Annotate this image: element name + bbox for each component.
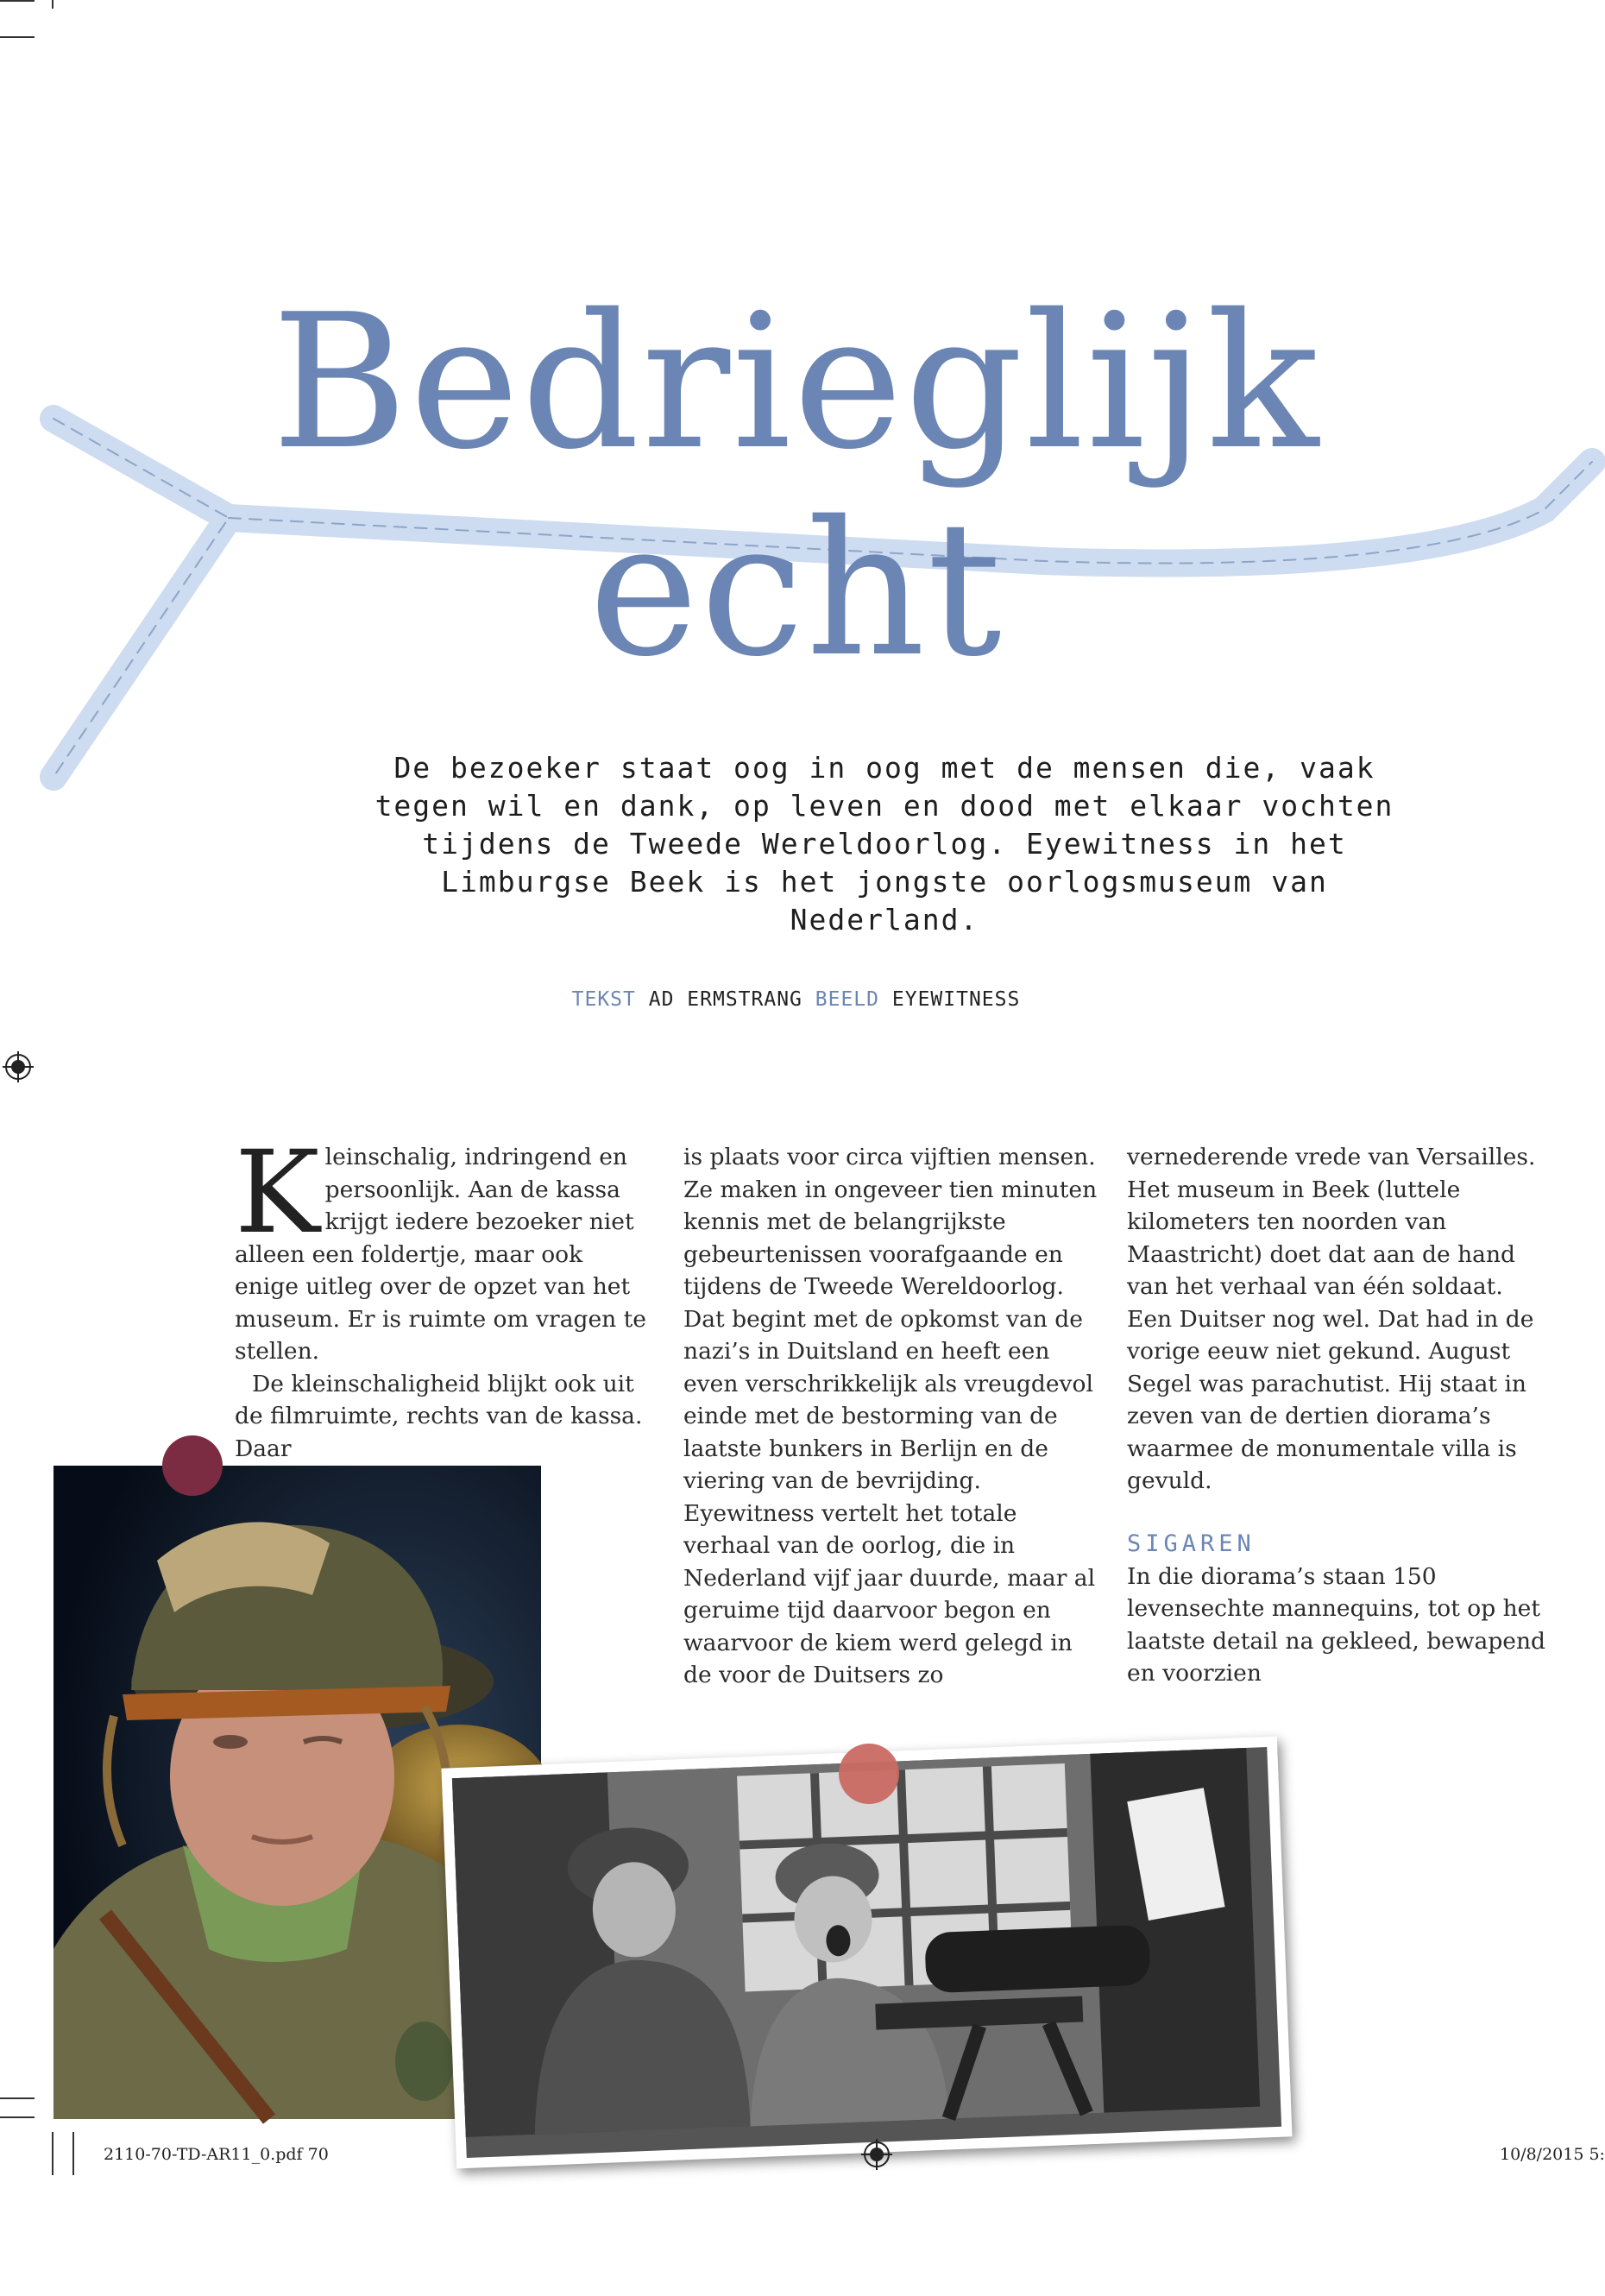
crop-mark	[0, 2097, 35, 2099]
photo-pin-light	[839, 1744, 899, 1804]
paragraph: Eyewitness vertelt het totale verhaal van de oorlog, die in Nederland vijf jaar duurde, maar al geruime tijd daarvoor begon en waarvoor de kiem werd gelegd in de voor de Duitsers zo	[683, 1499, 1096, 1688]
article-credits	[0, 988, 1592, 1011]
text-column-1	[235, 1126, 647, 1465]
registration-mark	[3, 1051, 34, 1082]
article-lede: De bezoeker staat oog in oog met de mensen die, vaak tegen wil en dank, op leven en dood met elkaar vochten tijdens de Tweede Wereldoorlog. Eyewitness in het Limburgse Beek is het jongste oorlogsmuseum van Nederland.	[374, 751, 1394, 937]
credit-text-label: TEKST	[571, 988, 636, 1011]
photo-pin-dark	[162, 1435, 223, 1496]
subheading: SIGAREN	[1127, 1530, 1256, 1557]
paragraph: vernederende vrede van Versailles. Het museum in Beek (luttele kilometers ten noorden van Maastricht) doet dat aan de hand van het verhaal van één soldaat. Een Duitser nog wel. Dat had in de vorige eeuw niet gekund. August Segel was parachutist. Hij staat in zeven van de dertien diorama’s waarmee de monumentale villa is gevuld.	[1127, 1144, 1536, 1494]
credit-image-label: BEELD	[815, 988, 880, 1011]
paragraph: De kleinschaligheid blijkt ook uit de filmruimte, rechts van de kassa. Daar	[235, 1370, 643, 1462]
diorama-photo	[452, 1747, 1281, 2158]
print-date-info: 10/8/2015 5:	[1500, 2145, 1605, 2164]
crop-mark	[52, 2132, 54, 2175]
paragraph: is plaats voor circa vijftien mensen. Ze maken in ongeveer tien minuten kennis met de belangrijkste gebeurtenissen voorafgaande en tijdens de Tweede Wereldoorlog. Dat begint met de opkomst van de nazi’s in Duitsland en heeft een even verschrikkelijk als vreugdevol einde met de bestorming van de laatste bunkers in Berlijn en de viering van de bevrijding.	[683, 1144, 1098, 1494]
article-title-line-2: echt	[588, 481, 1004, 697]
crop-mark	[72, 2132, 74, 2175]
article-title-line-1: Bedrieglijk	[271, 274, 1321, 490]
registration-mark	[861, 2139, 892, 2170]
credit-image-name: EYEWITNESS	[891, 988, 1021, 1011]
drop-cap: K	[235, 1126, 320, 1259]
text-column-3	[1127, 1141, 1546, 1690]
paragraph: leinschalig, indringend en persoonlijk. Aan de kassa krijgt iedere bezoeker niet alleen een foldertje, maar ook enige uitleg over de opzet van het museum. Er is ruimte om vragen te stellen.	[235, 1144, 646, 1365]
diorama-illustration	[452, 1748, 1260, 2137]
print-file-info: 2110-70-TD-AR11_0.pdf 70	[104, 2145, 329, 2164]
credit-text-name: AD ERMSTRANG	[648, 988, 802, 1011]
text-column-2	[683, 1141, 1103, 1692]
crop-mark	[0, 2116, 35, 2118]
paragraph: In die diorama’s staan 150 levensechte mannequins, tot op het laatste detail na gekleed, bewapend en voorzien	[1127, 1562, 1545, 1687]
